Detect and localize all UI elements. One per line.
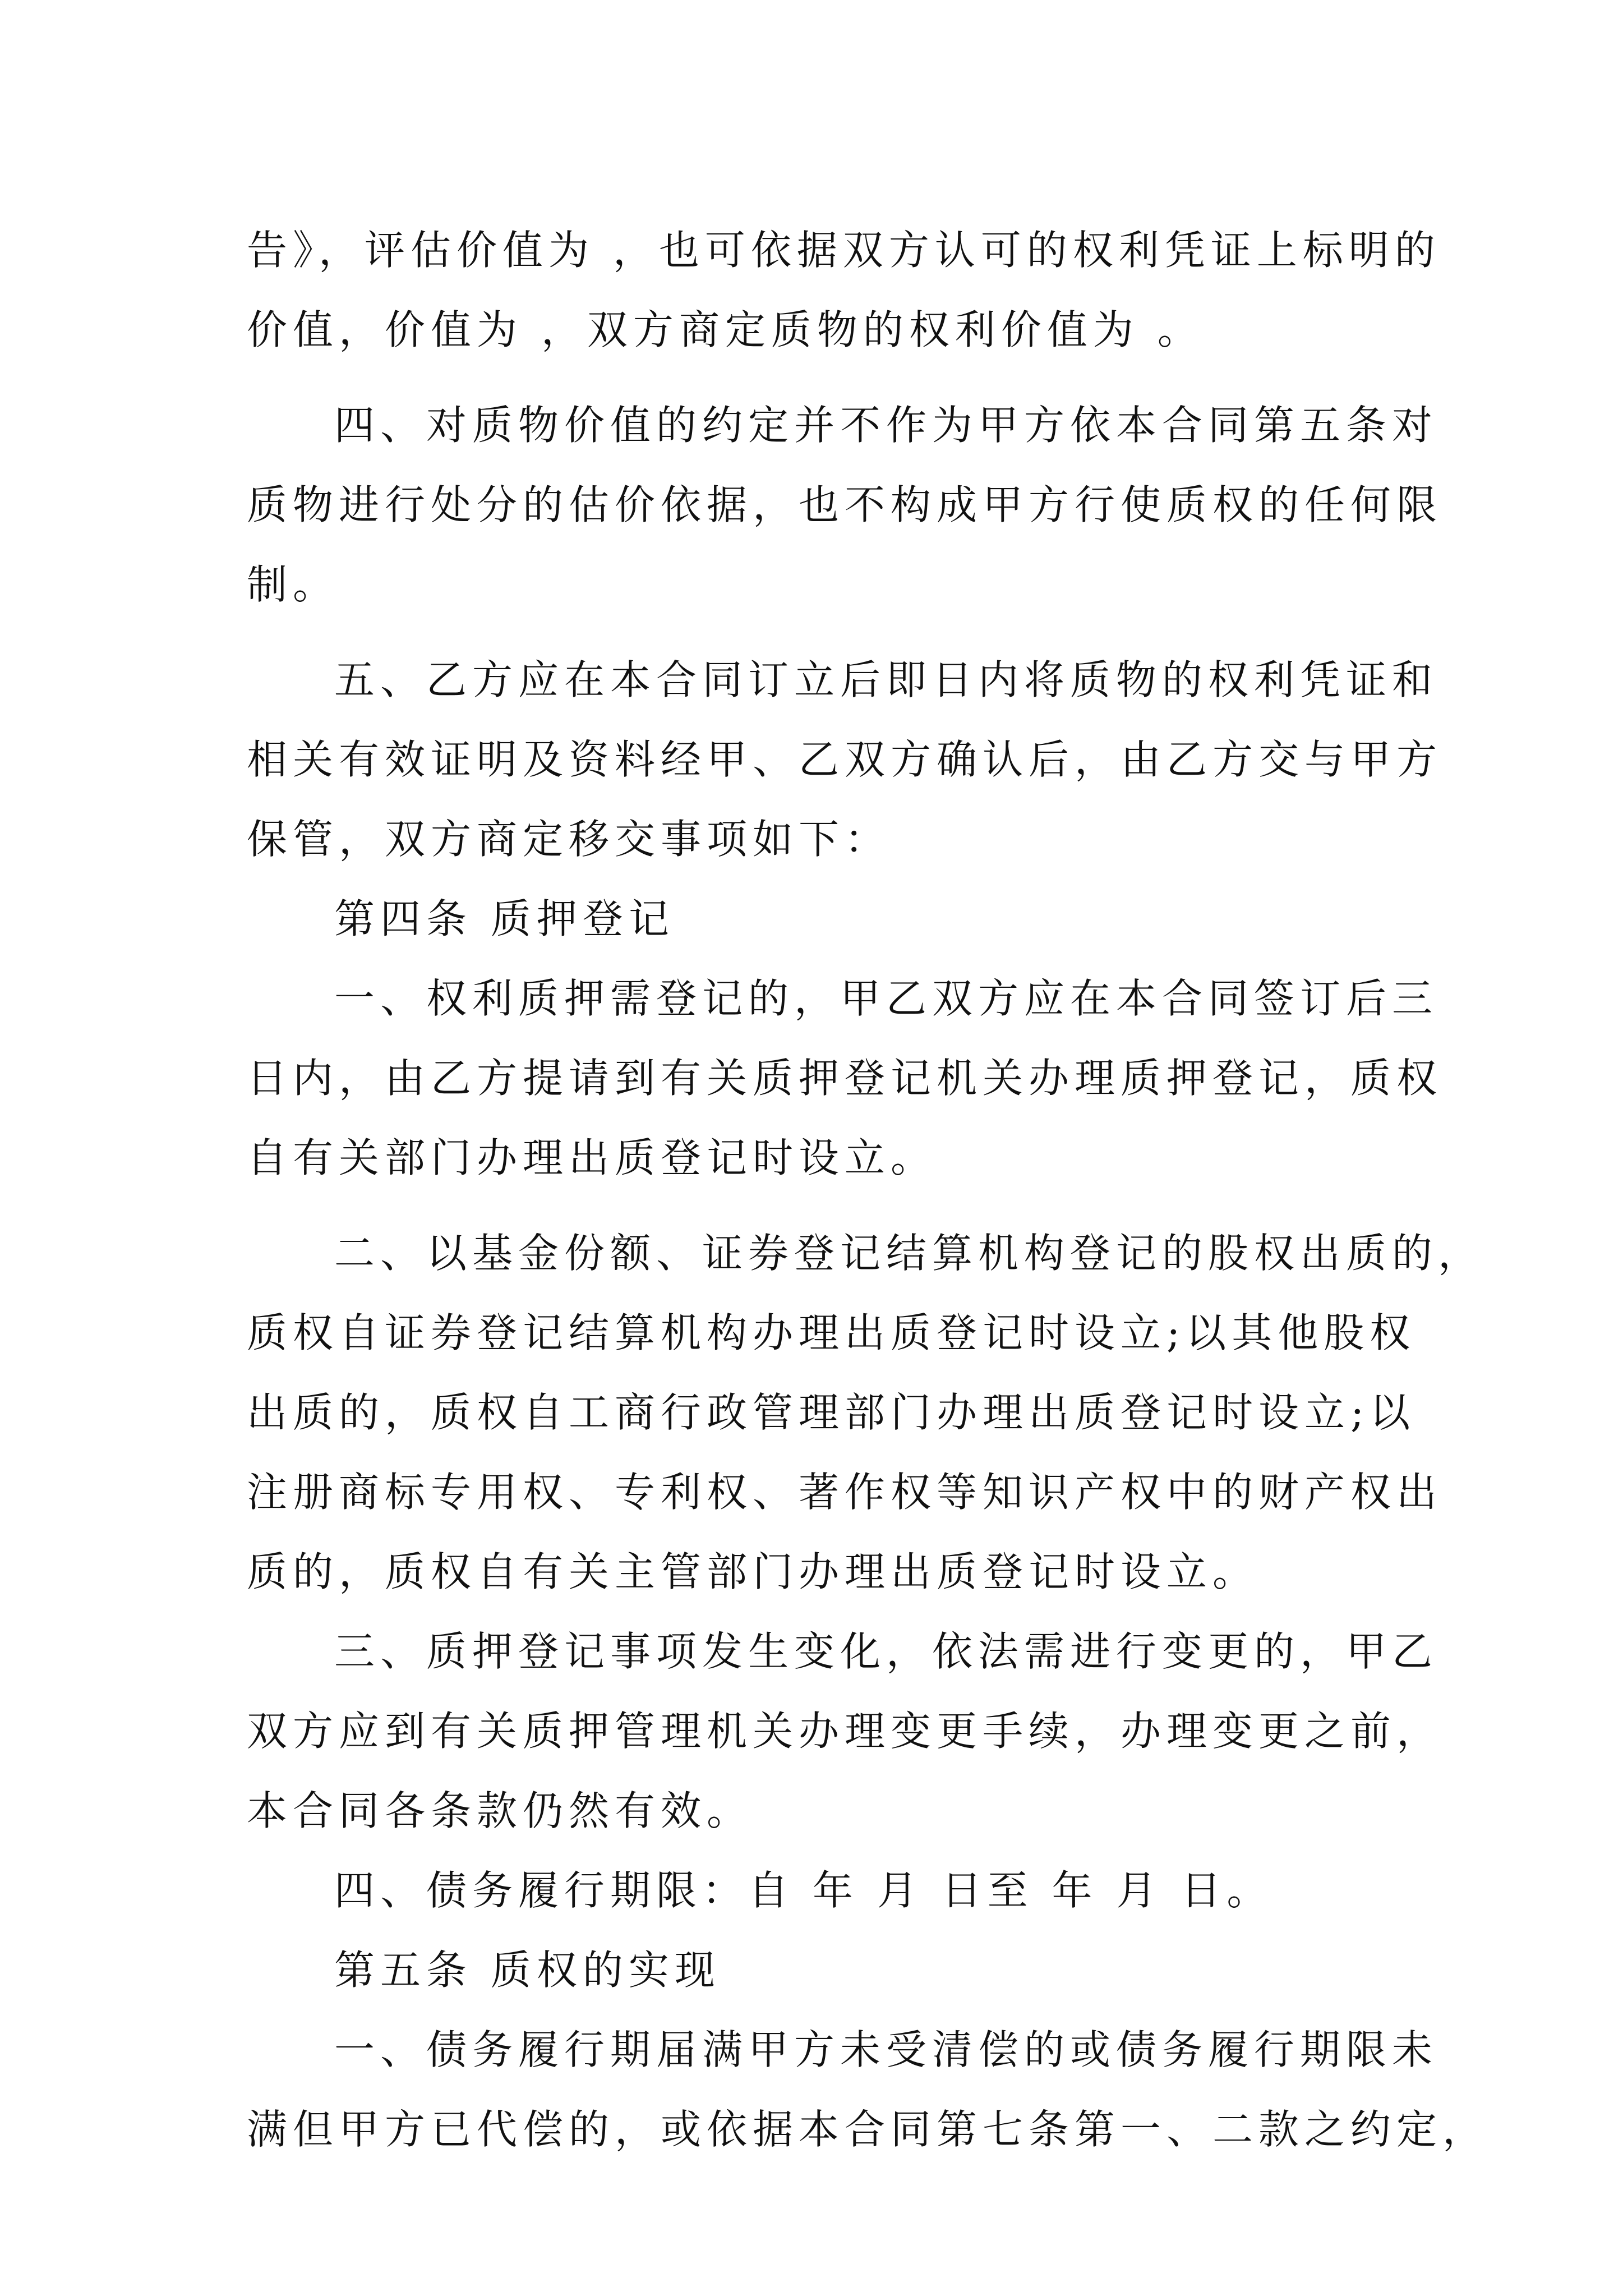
clause-paragraph-start: 四、债务履行期限：自 年 月 日至 年 月 日。 [334,1867,1273,1914]
text-line: 质的，质权自有关主管部门办理出质登记时设立。 [247,1548,1259,1595]
text-line: 满但甲方已代偿的，或依据本合同第七条第一、二款之约定， [247,2106,1489,2153]
text-line: 注册商标专用权、专利权、著作权等知识产权中的财产权出 [247,1469,1443,1516]
clause-paragraph-start: 三、质押登记事项发生变化，依法需进行变更的，甲乙 [334,1628,1438,1675]
document-body [247,210,1489,2169]
text-line: 质权自证券登记结算机构办理出质登记时设立;以其他股权 [247,1309,1416,1356]
clause-paragraph-start: 一、债务履行期届满甲方未受清偿的或债务履行期限未 [334,2026,1438,2073]
text-line: 自有关部门办理出质登记时设立。 [247,1134,937,1181]
text-line: 保管，双方商定移交事项如下： [247,816,891,863]
text-line: 制。 [247,561,339,608]
text-line: 告》，评估价值为 ，也可依据双方认可的权利凭证上标明的 [247,227,1441,274]
clause-paragraph-start: 五、乙方应在本合同订立后即日内将质物的权利凭证和 [334,656,1438,703]
text-line: 本合同各条款仍然有效。 [247,1787,753,1834]
clause-paragraph-start: 一、权利质押需登记的，甲乙双方应在本合同签订后三 [334,975,1438,1022]
text-line: 出质的，质权自工商行政管理部门办理出质登记时设立;以 [247,1389,1416,1436]
text-line: 价值，价值为 ，双方商定质物的权利价值为 。 [247,306,1204,353]
text-line: 相关有效证明及资料经甲、乙双方确认后，由乙方交与甲方 [247,736,1443,783]
text-line: 质物进行处分的估价依据，也不构成甲方行使质权的任何限 [247,481,1443,528]
clause-paragraph-start: 四、对质物价值的约定并不作为甲方依本合同第五条对 [334,402,1438,449]
article-heading: 第五条 质权的实现 [334,1947,721,1994]
clause-paragraph-start: 二、以基金份额、证券登记结算机构登记的股权出质的， [334,1230,1484,1277]
text-line: 双方应到有关质押管理机关办理变更手续，办理变更之前， [247,1708,1443,1755]
text-line: 日内，由乙方提请到有关质押登记机关办理质押登记，质权 [247,1055,1443,1102]
article-heading: 第四条 质押登记 [334,895,675,942]
